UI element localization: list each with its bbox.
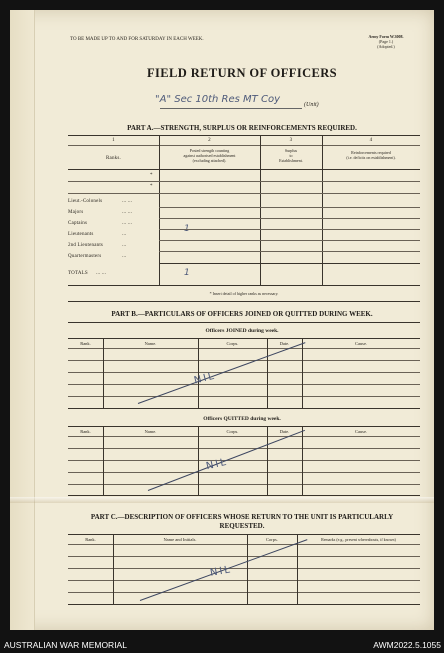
part-c-bottom-rule [68,604,420,605]
unit-handwritten: "A" Sec 10th Res MT Coy [155,94,280,105]
rank-dots: ... ... [122,221,133,226]
part-c-col-corps: Corps. [266,537,278,542]
part-c-header-rule [68,544,420,545]
unit-label: (Unit) [304,102,319,108]
rank-majors: Majors [68,210,84,215]
part-c-col-rank: Rank. [85,537,96,542]
part-c-row-rule [68,580,420,581]
part-c-nil-entry: NIL [209,564,233,579]
joined-bottom-rule [68,408,420,409]
col-number-1: 1 [112,138,115,143]
joined-col-corps: Corps. [226,341,239,346]
star-mark-2: * [150,184,153,189]
surplus-line-3: Establishment. [279,158,303,163]
captains-posted-value: 1 [184,224,190,234]
quitted-top-rule [68,426,420,427]
part-c-vline [297,534,298,604]
reinf-line-1: Reinforcements required [351,150,391,155]
rank-lieut-colonels: Lieut.-Colonels [68,199,103,204]
part-a-end-rule [68,301,420,302]
rank-row-rule [159,229,420,230]
quitted-title: Officers QUITTED during week. [203,416,281,422]
rank-row-rule [159,240,420,241]
quitted-row-rule [68,484,420,485]
surplus-line-1: Surplus [284,148,298,153]
joined-row-rule [68,396,420,397]
paper-fold [10,497,434,503]
joined-top-rule [68,338,420,339]
quitted-row-rule [68,448,420,449]
part-a-top-rule [68,135,420,136]
rank-quartermasters: Quartermasters [68,254,102,259]
caption-institution: AUSTRALIAN WAR MEMORIAL [4,640,127,650]
quitted-col-date: Date. [279,429,290,434]
star-mark-1: * [150,173,153,178]
joined-vline [198,338,199,408]
part-a-header-rule [68,169,420,170]
joined-col-date: Date. [279,341,290,346]
rank-row-rule [159,218,420,219]
part-c-vline [113,534,114,604]
part-b-top-rule [68,322,420,323]
star-row-rule-2 [68,193,420,194]
part-c-title-line-2: REQUESTED. [219,522,265,530]
quitted-vline [103,426,104,495]
part-c-title-line-1: PART C.—DESCRIPTION OF OFFICERS WHOSE RETURN TO THE UNIT IS PARTICULARLY [90,513,394,521]
joined-nil-entry: NIL [192,370,218,387]
form-note: (Adopted.) [377,44,395,49]
star-row-rule-1 [68,181,420,182]
joined-vline [302,338,303,408]
part-c-col-name: Name and Initials. [163,537,197,542]
quitted-vline [267,426,268,495]
rank-lieutenants: Lieutenants [68,232,94,237]
part-c-col-remarks: Remarks (e.g., present whereabouts, if known) [321,537,396,542]
col-number-2: 2 [208,138,211,143]
rank-dots: ... ... [122,199,133,204]
quitted-nil-entry: NIL [205,456,229,473]
part-c-vline [247,534,248,604]
page-title: FIELD RETURN OF OFFICERS [146,66,338,80]
joined-row-rule [68,360,420,361]
part-a-title: PART A.—STRENGTH, SURPLUS OR REINFORCEMENTS REQUIRED. [127,124,357,132]
joined-col-rank: Rank. [80,341,91,346]
quitted-vline [198,426,199,495]
part-c-top-rule [68,534,420,535]
surplus-line-2: to [289,153,293,158]
col-number-4: 4 [369,138,373,143]
quitted-row-rule [68,460,420,461]
rank-dots: ... [122,243,127,248]
joined-vline [267,338,268,408]
part-c-row-rule [68,592,420,593]
quitted-header-rule [68,436,420,437]
col-header-reinforcements [322,150,420,160]
part-b-title: PART B.—PARTICULARS OF OFFICERS JOINED OR QUITTED DURING WEEK. [111,310,373,318]
part-c-row-rule [68,556,420,557]
reinf-line-2: (i.e. deficits on establishment). [346,155,396,160]
col-header-ranks: Ranks. [106,156,121,161]
quitted-col-corps: Corps. [226,429,239,434]
totals-dots: ... ... [96,271,107,276]
caption-accession-number: AWM2022.5.1055 [373,640,441,650]
part-a-footnote: * Insert detail of higher ranks as necessary. [209,291,279,296]
rank-dots: ... ... [122,210,133,215]
part-a-bottom-rule [68,285,420,286]
rank-row-rule [159,207,420,208]
rank-captains: Captains [68,221,88,226]
part-c-row-rule [68,568,420,569]
rank-row-rule [159,251,420,252]
form-number: Army Form W.3008. [368,34,404,39]
joined-vline [103,338,104,408]
joined-col-cause: Cause. [354,341,368,346]
quitted-vline [302,426,303,495]
quitted-col-cause: Cause. [354,429,368,434]
rank-dots: ... [122,232,127,237]
paper-margin-strip [10,10,35,630]
joined-col-name: Name. [144,341,157,346]
posted-line-3: (excluding attached). [192,158,227,163]
col-number-3: 3 [289,138,293,143]
caption-bar [0,640,444,653]
joined-title: Officers JOINED during week. [205,328,279,334]
joined-header-rule [68,348,420,349]
rank-row-rule [159,263,420,264]
posted-line-2: against authorised establishment [183,153,236,158]
joined-row-rule [68,372,420,373]
part-a-number-rule [68,145,420,146]
header-instruction: TO BE MADE UP TO AND FOR SATURDAY IN EACH WEEK. [70,37,204,42]
form-page: (Page 1.) [378,39,394,44]
posted-line-1: Posted strength counting [189,148,230,153]
rank-2nd-lieutenants: 2nd Lieutenants [68,243,104,248]
rank-dots: ... [122,254,127,259]
quitted-col-name: Name. [144,429,157,434]
quitted-bottom-rule [68,495,420,496]
totals-label: TOTALS [68,271,88,276]
joined-row-rule [68,384,420,385]
col-header-posted [159,148,260,163]
col-header-surplus [260,148,322,163]
quitted-row-rule [68,472,420,473]
totals-value: 1 [184,268,190,278]
army-form-number [355,34,417,49]
unit-underline [160,108,302,109]
quitted-col-rank: Rank. [80,429,91,434]
